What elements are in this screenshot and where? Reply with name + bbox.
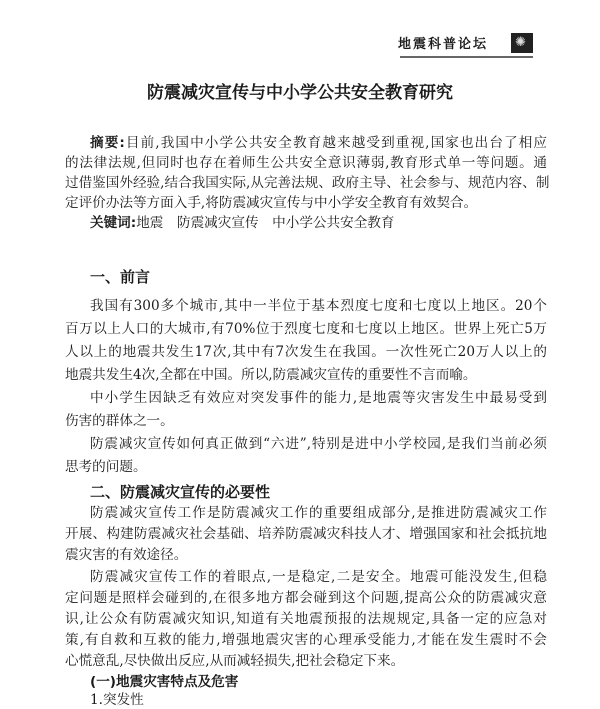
subsection-heading: (一)地震灾害特点及危害 xyxy=(90,674,239,690)
body-line: 防震减灾宣传如何真正做到“六进”,特别是进中小学校园,是我们当前必须 xyxy=(90,436,547,452)
keywords-line: 关键词:地震 防震减灾宣传 中小学公共安全教育 xyxy=(90,215,395,231)
body-line: 开展、构建防震减灾社会基础、培养防震减灾科技人才、增强国家和社会抵抗地 xyxy=(65,526,547,542)
header-rule xyxy=(400,56,533,58)
abstract-line: 定评价办法等方面入手,将防震减灾宣传与中小学安全教育有效契合。 xyxy=(65,195,478,211)
body-line: 地震共发生4次,全都在中国。所以,防震减灾宣传的重要性不言而喻。 xyxy=(65,367,477,383)
section-heading: 二、防震减灾宣传的必要性 xyxy=(90,483,271,501)
body-line: 百万以上人口的大城市,有70%位于烈度七度和七度以上地区。世界上死亡5万 xyxy=(65,321,547,337)
list-item: 1.突发性 xyxy=(90,692,144,708)
starburst-icon: ✺ xyxy=(511,33,533,53)
body-line: 我国有300多个城市,其中一半位于基本烈度七度和七度以上地区。20个 xyxy=(90,298,547,314)
abstract-line: 摘要:目前,我国中小学公共安全教育越来越受到重视,国家也出台了相应 xyxy=(90,135,548,151)
body-line: 防震减灾宣传工作是防震减灾工作的重要组成部分,是推进防震减灾工作 xyxy=(90,505,547,521)
body-line: 心慌意乱,尽快做出反应,从而减轻损失,把社会稳定下来。 xyxy=(65,653,405,669)
body-line: 中小学生因缺乏有效应对突发事件的能力,是地震等灾害发生中最易受到 xyxy=(90,390,547,406)
abstract-label: 摘要: xyxy=(90,135,125,151)
journal-column-title: 地震科普论坛 xyxy=(398,37,489,52)
body-line: 识,让公众有防震减灾知识,知道有关地震预报的法规规定,具备一定的应急对 xyxy=(65,611,547,627)
section-heading: 一、前言 xyxy=(90,268,151,286)
paper-title: 防震减灾宣传与中小学公共安全教育研究 xyxy=(147,83,453,103)
body-line: 定问题是照样会碰到的,在很多地方都会碰到这个问题,提高公众的防震减灾意 xyxy=(65,590,547,606)
body-line: 防震减灾宣传工作的着眼点,一是稳定,二是安全。地震可能没发生,但稳 xyxy=(90,569,547,585)
abstract-line: 的法律法规,但同时也存在着师生公共安全意识薄弱,教育形式单一等问题。通 xyxy=(65,155,547,171)
body-line: 策,有自救和互救的能力,增强地震灾害的心理承受能力,才能在发生震时不会 xyxy=(65,632,547,648)
body-line: 人以上的地震共发生17次,其中有7次发生在我国。一次性死亡20万人以上的 xyxy=(65,344,547,360)
keywords-label: 关键词: xyxy=(90,215,137,231)
body-line: 伤害的群体之一。 xyxy=(65,413,174,429)
abstract-line: 过借鉴国外经验,结合我国实际,从完善法规、政府主导、社会参与、规范内容、制 xyxy=(65,175,550,191)
body-line: 震灾害的有效途径。 xyxy=(65,547,188,563)
body-line: 思考的问题。 xyxy=(65,459,147,475)
